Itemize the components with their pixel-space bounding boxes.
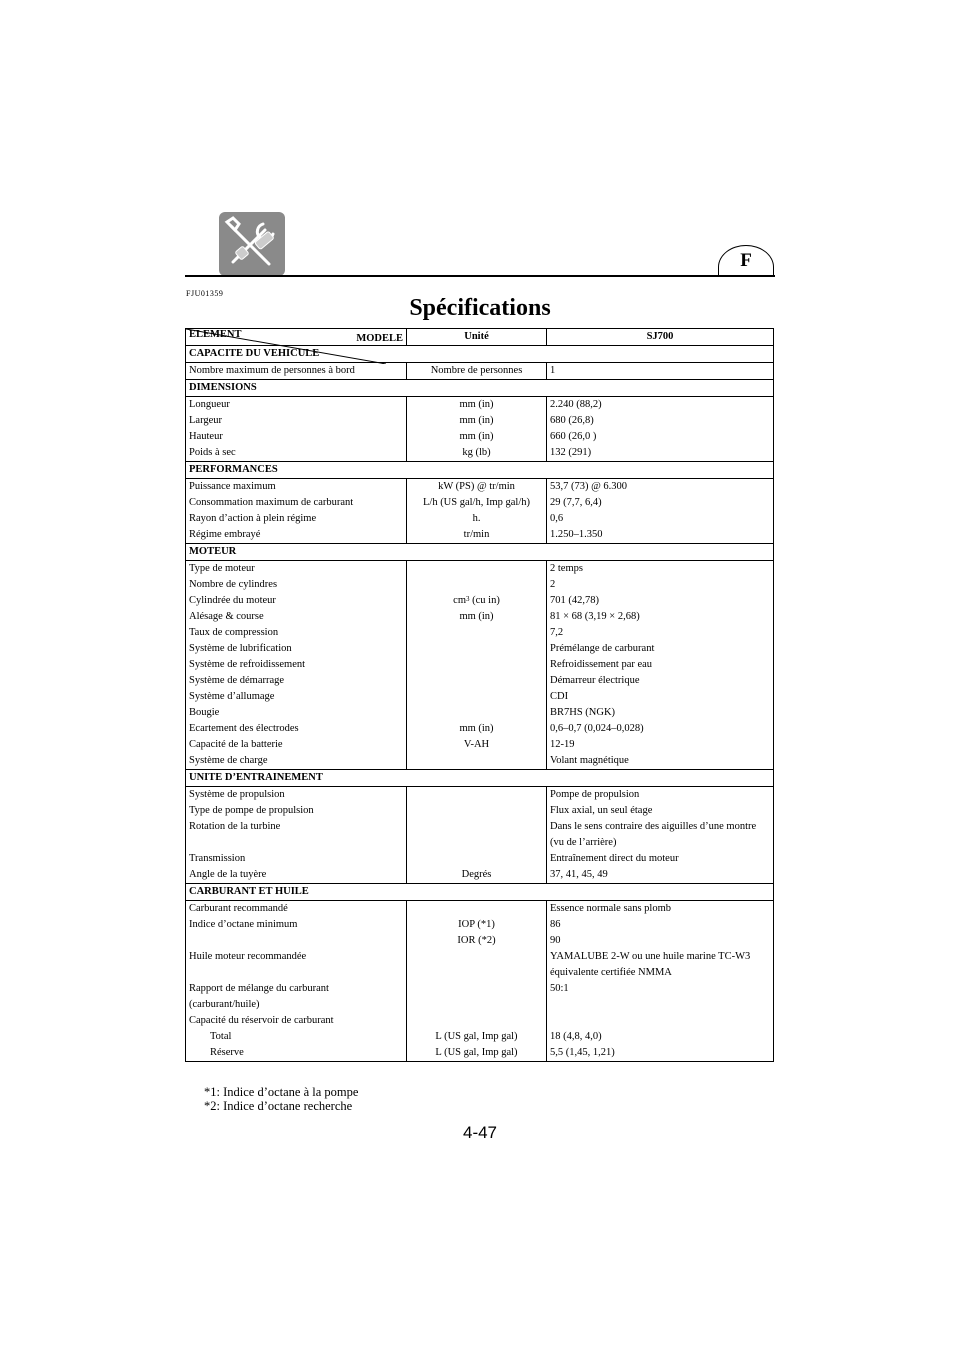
spec-item: Cylindrée du moteur [189, 595, 276, 606]
spec-unit: Nombre de personnes [407, 363, 547, 380]
table-row [186, 901, 774, 918]
spec-item: Régime embrayé [189, 529, 261, 540]
spec-value: 12-19 [550, 739, 575, 750]
spec-unit: mm (in) [407, 721, 547, 737]
spec-unit: h. [407, 511, 547, 527]
table-row [186, 721, 774, 737]
spec-value: 701 (42,78) [550, 595, 599, 606]
spec-unit [407, 577, 547, 593]
spec-unit: L (US gal, Imp gal) [407, 1029, 547, 1045]
spec-value: 29 (7,7, 6,4) [550, 497, 602, 508]
spec-unit [407, 641, 547, 657]
spec-unit: kg (lb) [407, 445, 547, 462]
spec-item: Hauteur [189, 431, 223, 442]
spec-item: (carburant/huile) [189, 999, 260, 1010]
table-row [186, 997, 774, 1013]
table-row [186, 867, 774, 884]
spec-value: CDI [550, 691, 569, 702]
table-row [186, 363, 774, 380]
spec-item [186, 933, 407, 949]
spec-value: 5,5 (1,45, 1,21) [550, 1047, 615, 1058]
spec-value: 2 [550, 579, 556, 590]
spec-item [186, 965, 407, 981]
table-row [186, 511, 774, 527]
spec-unit: IOR (*2) [407, 933, 547, 949]
spec-unit: Degrés [407, 867, 547, 884]
spec-unit [407, 705, 547, 721]
spec-value: 2 temps [550, 563, 583, 574]
spec-unit: mm (in) [407, 429, 547, 445]
spec-unit-base: cm [453, 595, 466, 606]
spec-item: Ecartement des électrodes [189, 723, 299, 734]
spec-value: Refroidissement par eau [550, 659, 653, 670]
spec-unit [407, 625, 547, 641]
table-row [186, 593, 774, 609]
spec-unit: tr/min [407, 527, 547, 544]
spec-item: Poids à sec [189, 447, 236, 458]
table-row [186, 819, 774, 835]
spec-value: équivalente certifiée NMMA [550, 967, 672, 978]
table-row [186, 609, 774, 625]
spec-table [185, 328, 774, 1062]
table-row [186, 803, 774, 819]
table-row [186, 949, 774, 965]
spec-value: Prémélange de carburant [550, 643, 655, 654]
spec-item: Système de refroidissement [189, 659, 306, 670]
spec-item: Carburant recommandé [189, 903, 288, 914]
spec-unit [407, 1013, 547, 1029]
section-header [186, 770, 774, 787]
spec-unit [407, 835, 547, 851]
table-row [186, 561, 774, 578]
spec-item: Nombre maximum de personnes à bord [189, 365, 355, 376]
spec-value: 18 (4,8, 4,0) [550, 1031, 602, 1042]
table-row [186, 657, 774, 673]
section-title: DIMENSIONS [186, 380, 774, 397]
table-row [186, 965, 774, 981]
document-code: FJU01359 [186, 289, 224, 298]
table-row [186, 705, 774, 721]
section-title: PERFORMANCES [186, 462, 774, 479]
spec-unit: kW (PS) @ tr/min [407, 479, 547, 496]
footnotes [204, 1085, 358, 1113]
spec-item: Angle de la tuyère [189, 869, 267, 880]
tools-icon [219, 212, 285, 276]
table-row [186, 981, 774, 997]
section-header [186, 884, 774, 901]
spec-value: 0,6–0,7 (0,024–0,028) [550, 723, 644, 734]
spec-unit: mm (in) [407, 609, 547, 625]
spec-value: 1.250–1.350 [550, 529, 603, 540]
spec-unit [407, 803, 547, 819]
spec-value: 0,6 [550, 513, 564, 524]
footnote-2: *2: Indice d’octane recherche [204, 1099, 353, 1113]
section-title: CAPACITE DU VEHICULE [186, 346, 774, 363]
header-model-label: MODELE [356, 333, 403, 344]
section-title: MOTEUR [186, 544, 774, 561]
table-row [186, 673, 774, 689]
spec-item: Type de pompe de propulsion [189, 805, 314, 816]
spec-unit: L (US gal, Imp gal) [407, 1045, 547, 1062]
spec-item: Puissance maximum [189, 481, 276, 492]
table-row [186, 835, 774, 851]
spec-item: Alésage & course [189, 611, 264, 622]
spec-value: 7,2 [550, 627, 564, 638]
section-header [186, 462, 774, 479]
table-row [186, 1013, 774, 1029]
spec-unit-superscript: 3 [466, 595, 470, 603]
spec-unit [407, 657, 547, 673]
language-badge: F [718, 245, 774, 275]
spec-unit: mm (in) [407, 413, 547, 429]
spec-value: 680 (26,8) [550, 415, 594, 426]
spec-value: Démarreur électrique [550, 675, 640, 686]
spec-value: 50:1 [550, 983, 569, 994]
table-row [186, 737, 774, 753]
section-title: CARBURANT ET HUILE [186, 884, 774, 901]
table-row [186, 445, 774, 462]
spec-value: 1 [550, 365, 556, 376]
spec-item: Rapport de mélange du carburant [189, 983, 329, 994]
spec-value: (vu de l’arrière) [550, 837, 617, 848]
spec-value [547, 997, 774, 1013]
header-rule [185, 275, 775, 277]
spec-value: 660 (26,0 ) [550, 431, 597, 442]
spec-unit [407, 981, 547, 997]
spec-value: 90 [550, 935, 561, 946]
table-header-row [186, 329, 774, 346]
spec-item: Capacité de la batterie [189, 739, 283, 750]
table-row [186, 933, 774, 949]
spec-item: Total [210, 1031, 232, 1042]
spec-item: Système de charge [189, 755, 268, 766]
spec-item: Indice d’octane minimum [189, 919, 298, 930]
spec-item: Consommation maximum de carburant [189, 497, 354, 508]
spec-value [547, 1013, 774, 1029]
spec-item [186, 835, 407, 851]
table-row [186, 851, 774, 867]
spec-item: Système de démarrage [189, 675, 285, 686]
table-row [186, 479, 774, 496]
page-number: 4-47 [462, 1123, 498, 1142]
spec-item: Transmission [189, 853, 246, 864]
spec-item: Réserve [210, 1047, 244, 1058]
spec-item: Rotation de la turbine [189, 821, 281, 832]
spec-unit [407, 949, 547, 965]
table-row [186, 787, 774, 804]
spec-item: Huile moteur recommandée [189, 951, 307, 962]
spec-unit: V-AH [407, 737, 547, 753]
spec-value: BR7HS (NGK) [550, 707, 616, 718]
table-row [186, 413, 774, 429]
spec-unit [407, 561, 547, 578]
table-row [186, 1029, 774, 1045]
section-title: UNITE D’ENTRAINEMENT [186, 770, 774, 787]
section-header [186, 380, 774, 397]
spec-unit [407, 965, 547, 981]
spec-unit [407, 997, 547, 1013]
table-row [186, 527, 774, 544]
spec-value: YAMALUBE 2-W ou une huile marine TC-W3 [550, 951, 751, 962]
table-row [186, 917, 774, 933]
spec-item: Type de moteur [189, 563, 255, 574]
spec-item: Système de propulsion [189, 789, 285, 800]
spec-value: Entraînement direct du moteur [550, 853, 679, 864]
spec-item: Système d’allumage [189, 691, 275, 702]
spec-item: Taux de compression [189, 627, 279, 638]
spec-item: Capacité du réservoir de carburant [189, 1015, 334, 1026]
spec-value: Volant magnétique [550, 755, 629, 766]
spec-unit: IOP (*1) [407, 917, 547, 933]
spec-unit: L/h (US gal/h, Imp gal/h) [407, 495, 547, 511]
spec-unit [407, 901, 547, 918]
spec-value: 132 (291) [550, 447, 592, 458]
table-row [186, 753, 774, 770]
spec-unit [407, 673, 547, 689]
spec-value: Essence normale sans plomb [550, 903, 672, 914]
spec-unit [407, 753, 547, 770]
spec-unit [407, 689, 547, 705]
spec-item: Longueur [189, 399, 230, 410]
spec-item: Largeur [189, 415, 223, 426]
spec-item: Nombre de cylindres [189, 579, 278, 590]
spec-value: 53,7 (73) @ 6.300 [550, 481, 628, 492]
spec-unit: mm (in) [407, 397, 547, 414]
spec-value: 2.240 (88,2) [550, 399, 602, 410]
header-unit-label: Unité [407, 329, 547, 346]
spec-item: Système de lubrification [189, 643, 292, 654]
header-element-label: ELEMENT [189, 329, 242, 340]
spec-unit [407, 593, 547, 609]
footnote-1: *1: Indice d’octane à la pompe [204, 1085, 359, 1099]
spec-value: 86 [550, 919, 561, 930]
spec-unit-suffix: (cu in) [469, 595, 500, 606]
spec-value: Dans le sens contraire des aiguilles d’une montre [550, 821, 757, 832]
table-header-corner [186, 329, 407, 346]
table-row [186, 1045, 774, 1062]
table-row [186, 641, 774, 657]
spec-value: Flux axial, un seul étage [550, 805, 653, 816]
spec-item: Bougie [189, 707, 220, 718]
spec-unit [407, 787, 547, 804]
spec-unit [407, 851, 547, 867]
spec-item: Rayon d’action à plein régime [189, 513, 317, 524]
spec-unit [407, 819, 547, 835]
table-row [186, 625, 774, 641]
table-row [186, 577, 774, 593]
table-row [186, 397, 774, 414]
table-row [186, 429, 774, 445]
section-header [186, 544, 774, 561]
page-title: Spécifications [409, 295, 551, 321]
spec-value: Pompe de propulsion [550, 789, 640, 800]
table-row [186, 495, 774, 511]
header-model-value: SJ700 [547, 329, 774, 346]
spec-value: 37, 41, 45, 49 [550, 869, 608, 880]
table-row [186, 689, 774, 705]
spec-value: 81 × 68 (3,19 × 2,68) [550, 611, 640, 622]
